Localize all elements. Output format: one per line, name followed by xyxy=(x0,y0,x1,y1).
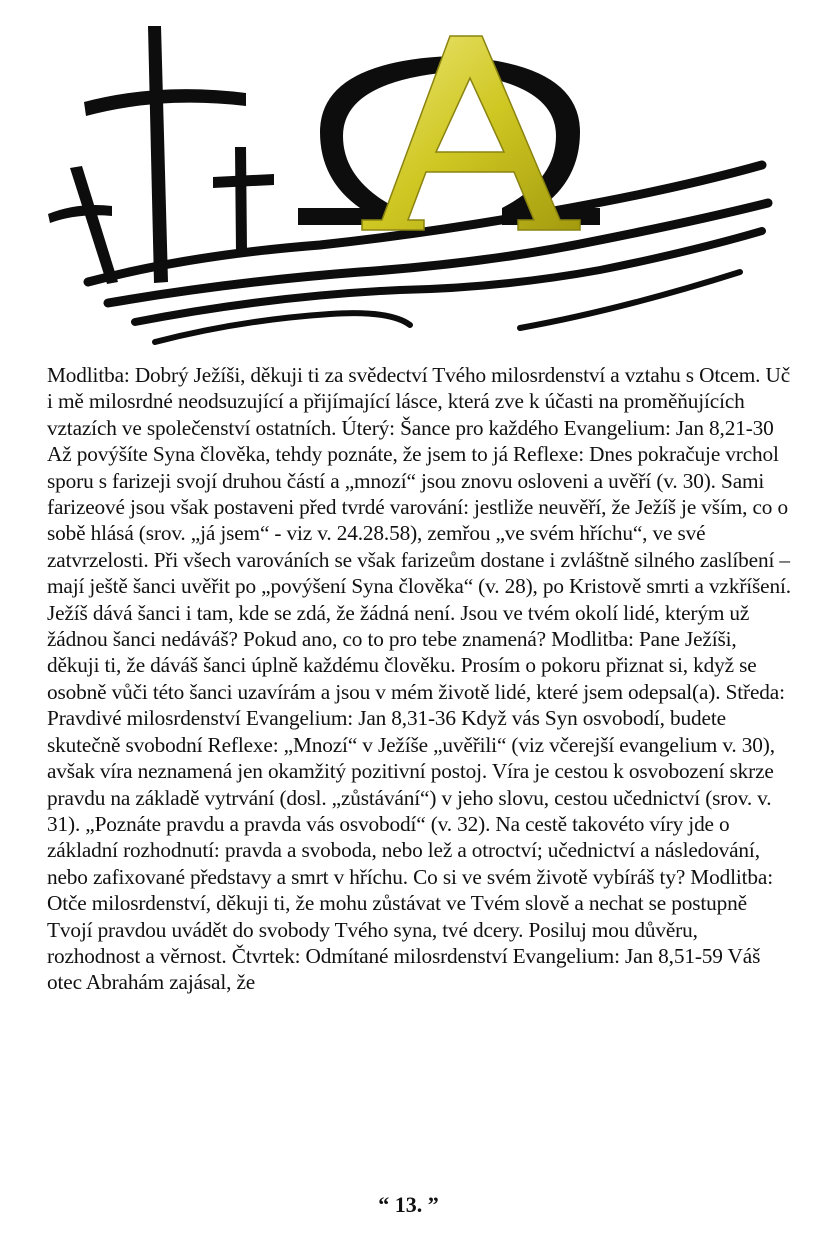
document-text: Modlitba: Dobrý Ježíši, děkuji ti za svědectví Tvého milosrdenství a vztahu s Otcem. Uč i mě milosrdné neodsuzující a přijímající lásce, která zve k účasti na proměňujících vztazích ve společenství ostatních. Úterý: Šance pro každého Evangelium: Jan 8,21-30 Až povýšíte Syna člověka, tehdy poznáte, že jsem to já Reflexe: Dnes pokračuje vrchol sporu s farizeji svojí druhou částí a „mnozí“ jsou znovu osloveni a uvěří (v. 30). Sami farizeové jsou však postaveni před tvrdé varování: jestliže neuvěří, že Ježíš je vším, co o sobě hlásá (srov. „já jsem“ - viz v. 24.28.58), zemřou „ve svém hříchu“, ve své zatvrzelosti. Při všech varováních se však farizeům dostane i zvláštně silného zaslíbení – mají ještě šanci uvěřit po „povýšení Syna člověka“ (v. 28), po Kristově smrti a vzkříšení. Ježíš dává šanci i tam, kde se zdá, že žádná není. Jsou ve tvém okolí lidé, kterým už žádnou šanci nedáváš? Pokud ano, co to pro tebe znamená? Modlitba: Pane Ježíši, děkuji ti, že dáváš šanci úplně každému člověku. Prosím o pokoru přiznat si, když se osobně vůči této šanci uzavírám a jsou v mém životě lidé, které jsem odepsal(a). Středa: Pravdivé milosrdenství Evangelium: Jan 8,31-36 Když vás Syn osvobodí, budete skutečně svobodní Reflexe: „Mnozí“ v Ježíše „uvěřili“ (viz včerejší evangelium v. 30), avšak víra neznamená jen okamžitý pozitivní postoj. Víra je cestou k osvobození skrze pravdu na základě vytrvání (dosl. „zůstávání“) v jeho slovu, cestou učednictví (srov. v. 31). „Poznáte pravdu a pravda vás osvobodí“ (v. 32). Na cestě takovéto víry jde o základní rozhodnutí: pravda a svoboda, nebo lež a otroctví; učednictví a následování, nebo zafixované představy a smrt v hříchu. Co si ve svém životě vybíráš ty? Modlitba: Otče milosrdenství, děkuji ti, že mohu zůstávat ve Tvém slově a nechat se postupně Tvojí pravdou uvádět do svobody Tvého syna, tvé dcery. Posiluj mou důvěru, rozhodnost a věrnost. Čtvrtek: Odmítané milosrdenství Evangelium: Jan 8,51-59 Váš otec Abrahám zajásal, že xyxy=(47,363,791,995)
waves-icon xyxy=(88,165,768,342)
header-logo xyxy=(40,20,780,365)
page-number: “ 13. ” xyxy=(378,1192,439,1217)
three-crosses-icon xyxy=(48,26,274,284)
